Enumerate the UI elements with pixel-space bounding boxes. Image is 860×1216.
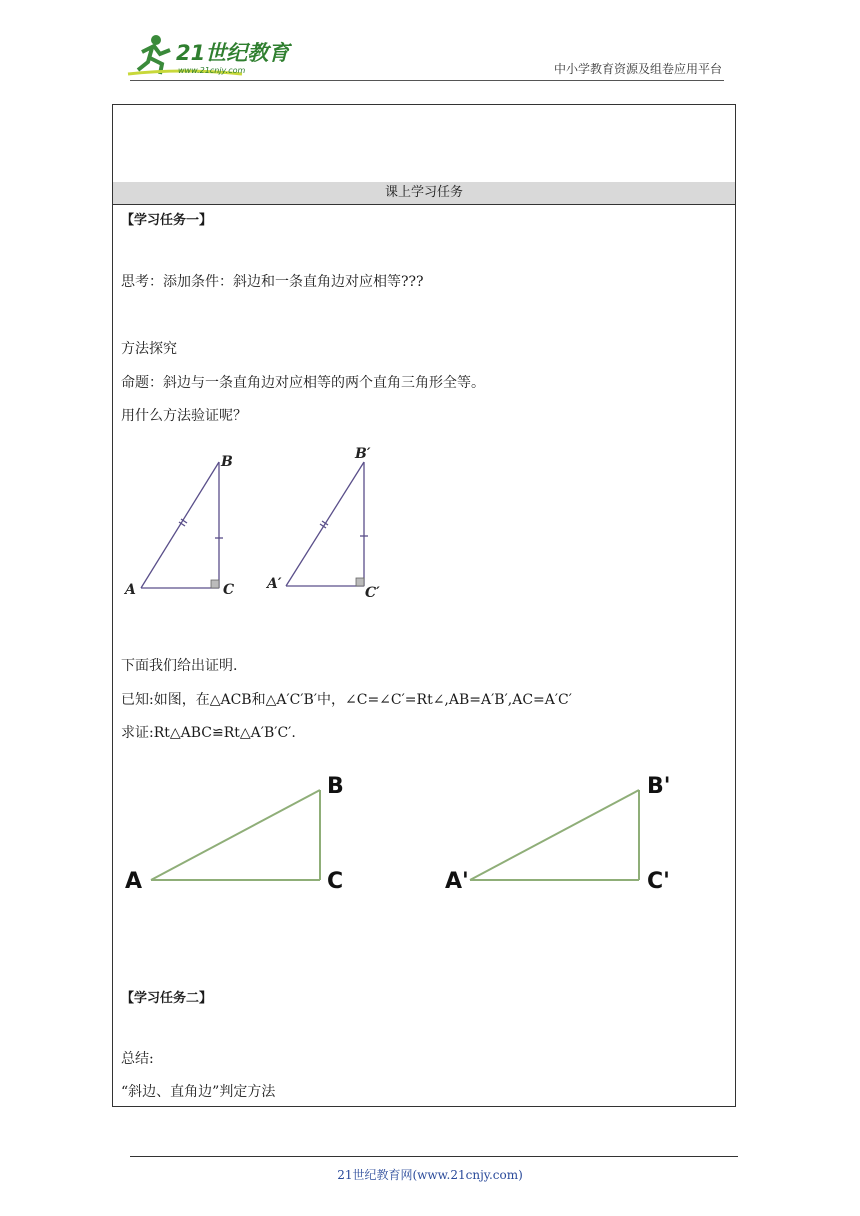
label-c: C (223, 582, 235, 598)
logo-url: www.21cnjy.com (178, 66, 246, 75)
label-b-prime-large: B' (647, 774, 671, 799)
empty-row (113, 105, 735, 183)
label-a-prime: A′ (267, 576, 282, 592)
page-header (0, 0, 860, 90)
label-b-prime: B′ (355, 446, 371, 462)
header-divider (130, 80, 724, 81)
right-angle-mark (356, 578, 364, 586)
label-b: B (221, 454, 233, 470)
label-c-prime-large: C' (647, 869, 670, 894)
given-text: 已知:如图，在△ACB和△A′C′B′中，∠C=∠C′=Rt∠,AB=A′B′,AC=A′C′ (121, 692, 572, 708)
logo (122, 30, 292, 80)
triangle-abc-prime (286, 462, 368, 586)
task1-title: 【学习任务一】 (121, 213, 213, 228)
proposition-text: 命题：斜边与一条直角边对应相等的两个直角三角形全等。 (121, 375, 485, 391)
triangle-abc-large (151, 790, 320, 880)
figure-two-triangles (113, 760, 737, 905)
task2-title: 【学习任务二】 (121, 991, 213, 1006)
prove-text: 求证:Rt△ABC≌Rt△A′B′C′. (121, 725, 296, 741)
proof-intro: 下面我们给出证明. (121, 658, 238, 674)
platform-title: 中小学教育资源及组卷应用平台 (553, 62, 722, 76)
label-a: A (125, 582, 136, 598)
hl-method-text: “斜边、直角边”判定方法 (121, 1084, 276, 1100)
triangle-abc-prime-large (470, 790, 639, 880)
question-text: 用什么方法验证呢？ (121, 408, 247, 424)
section-band: 课上学习任务 (113, 182, 735, 205)
think-text: 思考：添加条件：斜边和一条直角边对应相等??? (121, 274, 424, 290)
figure-two-triangles-sketch (121, 440, 411, 610)
right-angle-mark (211, 580, 219, 588)
content-table (112, 104, 736, 1107)
footer-divider (130, 1156, 738, 1157)
label-c-prime: C′ (365, 585, 380, 601)
footer-link[interactable]: 21世纪教育网(www.21cnjy.com) (337, 1168, 523, 1182)
label-a-large: A (125, 869, 143, 894)
triangle-abc (141, 462, 223, 588)
method-title: 方法探究 (121, 341, 177, 357)
summary-label: 总结: (121, 1051, 154, 1067)
label-a-prime-large: A' (445, 869, 469, 894)
logo-text: 21世纪教育 (176, 41, 290, 65)
label-b-large: B (327, 774, 344, 799)
label-c-large: C (327, 869, 344, 894)
